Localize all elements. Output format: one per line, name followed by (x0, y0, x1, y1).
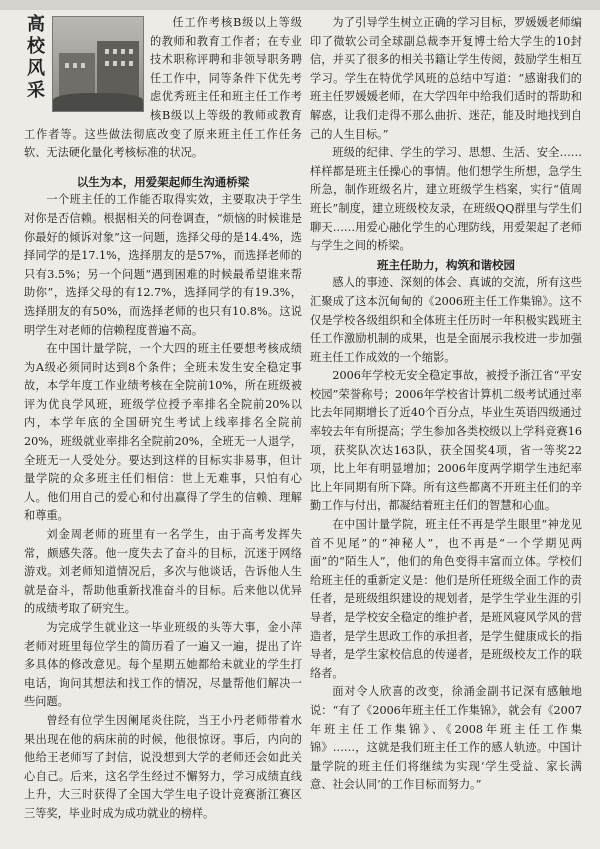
column-title (24, 14, 48, 102)
paragraph: 为了引导学生树立正确的学习目标，罗媛媛老师编印了微软公司全球副总裁李开复博士给大学生的10封信，并买了很多的相关书籍让学生传阅，鼓励学生相互学习。学生在特优学风班的总结中写道：“感谢我们的班主任罗媛媛老师，在大学四年中给我们适时的帮助和解惑，让我们走得不那么曲折、迷茫，能及时地找到自己的人生目标。” (310, 16, 582, 141)
paragraph: 在中国计量学院，班主任不再是学生眼里“神龙见首不见尾”的“神秘人”，也不再是“一个学期见两面”的“陌生人”，他们的角色变得丰富而立体。学校们给班主任的重新定义是：他们是所任班级全面工作的责任者，是班级组织建设的规划者，是学生学业生涯的引导者，是学校安全稳定的维护者，是班风寝风学风的营造者，是学生思政工作的承担者，是学生健康成长的指导者，是学生家校信息的传递者，是班级校友工作的联络者。 (310, 518, 582, 680)
paragraph: 班级的纪律、学生的学习、思想、生活、安全……样样都是班主任操心的事情。他们想学生所想，急学生所急，制作班级名片，建立班级学生档案，实行“值周班长”制度，建立班级校友录，在班级QQ群里与学生们聊天……用爱心融化学生的心理防线，用爱架起了老师与学生之间的桥梁。 (310, 146, 582, 253)
paragraph: 在中国计量学院，一个大四的班主任要想考核成绩为A级必须同时达到8个条件；全班未发生安全稳定事故，本学年度工作业绩考核在全院前10%，所在班级被评为优良学风班，班级学位授予率排名全院前20%以内，本学年底的全国研究生考试上线率排名全院前20%，班级就业率排名全院前20%，全班无一人退学，全班无一人受处分。要达到这样的目标实非易事，但计量学院的众多班主任们相信：世上无难事，只怕有心人。他们用自己的爱心和付出赢得了学生的信赖、理解和尊重。 (24, 342, 302, 523)
paragraph: 一个班主任的工作能否取得实效，主要取决于学生对你是否信赖。根据相关的问卷调查，“烦恼的时候谁是你最好的倾诉对象”这一问题，选择父母的是14.4%，选择同学的是17.1%，选择朋友的是57%，而选择老师的只有3.5%；另一个问题“遇到困难的时候最希望谁来帮助你”，选择父母的有12.7%，选择同学的有19.3%，选择朋友的有50%，而选择老师的也只有10.8%。这说明学生对老师的信赖程度普遍不高。 (24, 193, 302, 337)
column-title-char: 采 (27, 80, 45, 101)
right-column (310, 14, 582, 795)
tree-line (53, 93, 143, 111)
paragraph: 感人的事迹、深刻的体会、真诚的交流，所有这些汇聚成了这本沉甸甸的《2006班主任工作集锦》。这不仅是学校各级组织和全体班主任历时一年积极实践班主任工作激励机制的成果，也是全面展示我校进一步加强班主任工作成效的一个缩影。 (310, 276, 582, 364)
paragraph: 为完成学生就业这一毕业班级的头等大事，金小萍老师对班里每位学生的简历看了一遍又一遍，提出了许多具体的修改意见。每个星期五她都给未就业的学生打电话，询问其想法和找工作的情况，尽量帮他们解决一些问题。 (24, 621, 302, 709)
intro-paragraph: 任工作考核B级以上等级的教师和教育工作者；在专业技术职称评聘和非领导职务聘任工作中，同等条件下优先考虑优秀班主任和班主任工作考核B级以上等级的教师或教育工作者等。这些做法彻底改变了原来班主任工作任务软、无法硬化量化考核标准的状况。 (24, 16, 302, 160)
paragraph: 刘金周老师的班里有一名学生，由于高考发挥失常，颇感失落。他一度失去了奋斗的目标，沉迷于网络游戏。刘老师知道情况后，多次与他谈话，告诉他人生就是奋斗，帮助他重新找准奋斗的目标。后来他以优异的成绩考取了研究生。 (24, 528, 302, 616)
section-heading: 以生为本，用爱架起师生沟通桥梁 (76, 174, 250, 189)
paragraph: 2006年学校无安全稳定事故，被授予浙江省“平安校园”荣誉称号；2006年学校省计算机二级考试通过率比去年同期增长了近40个百分点，毕业生英语四级通过率较去年有所提高；学生参加各类校级以上学科竞赛16项，获奖队次达163队，获全国奖4项，省一等奖22项，比上年有明显增加；2006年度两学期学生违纪率比上年同期有所下降。所有这些都离不开班主任们的辛勤工作与付出，都凝结着班主任们的智慧和心血。 (310, 369, 582, 513)
left-column (24, 14, 302, 824)
column-title-char: 校 (27, 36, 45, 57)
masthead (24, 14, 142, 112)
campus-building-photo (52, 16, 144, 112)
section-heading: 班主任助力，构筑和谐校园 (377, 257, 515, 272)
column-title-char: 高 (27, 14, 45, 35)
paragraph: 面对令人欣喜的改变，徐涌金副书记深有感触地说：“有了《2006年班主任工作集锦》，就会有《2007年班主任工作集锦》、《2008年班主任工作集锦》……，这就是我们班主任工作的感人轨迹。中国计量学院的班主任们将继续为实现‘学生受益、家长满意、社会认同’的工作目标而努力。” (310, 685, 582, 792)
paragraph: 曾经有位学生因阑尾炎住院，当王小丹老师带着水果出现在他的病床前的时候，他很惊讶。事后，内向的他给王老师写了封信，说没想到大学的老师还会如此关心自己。后来，这名学生经过不懈努力，学习成绩直线上升，大三时获得了全国大学生电子设计竞赛浙江赛区三等奖，毕业时成为成功就业的榜样。 (24, 713, 302, 820)
column-title-char: 风 (27, 58, 45, 79)
header-band (0, 0, 600, 10)
